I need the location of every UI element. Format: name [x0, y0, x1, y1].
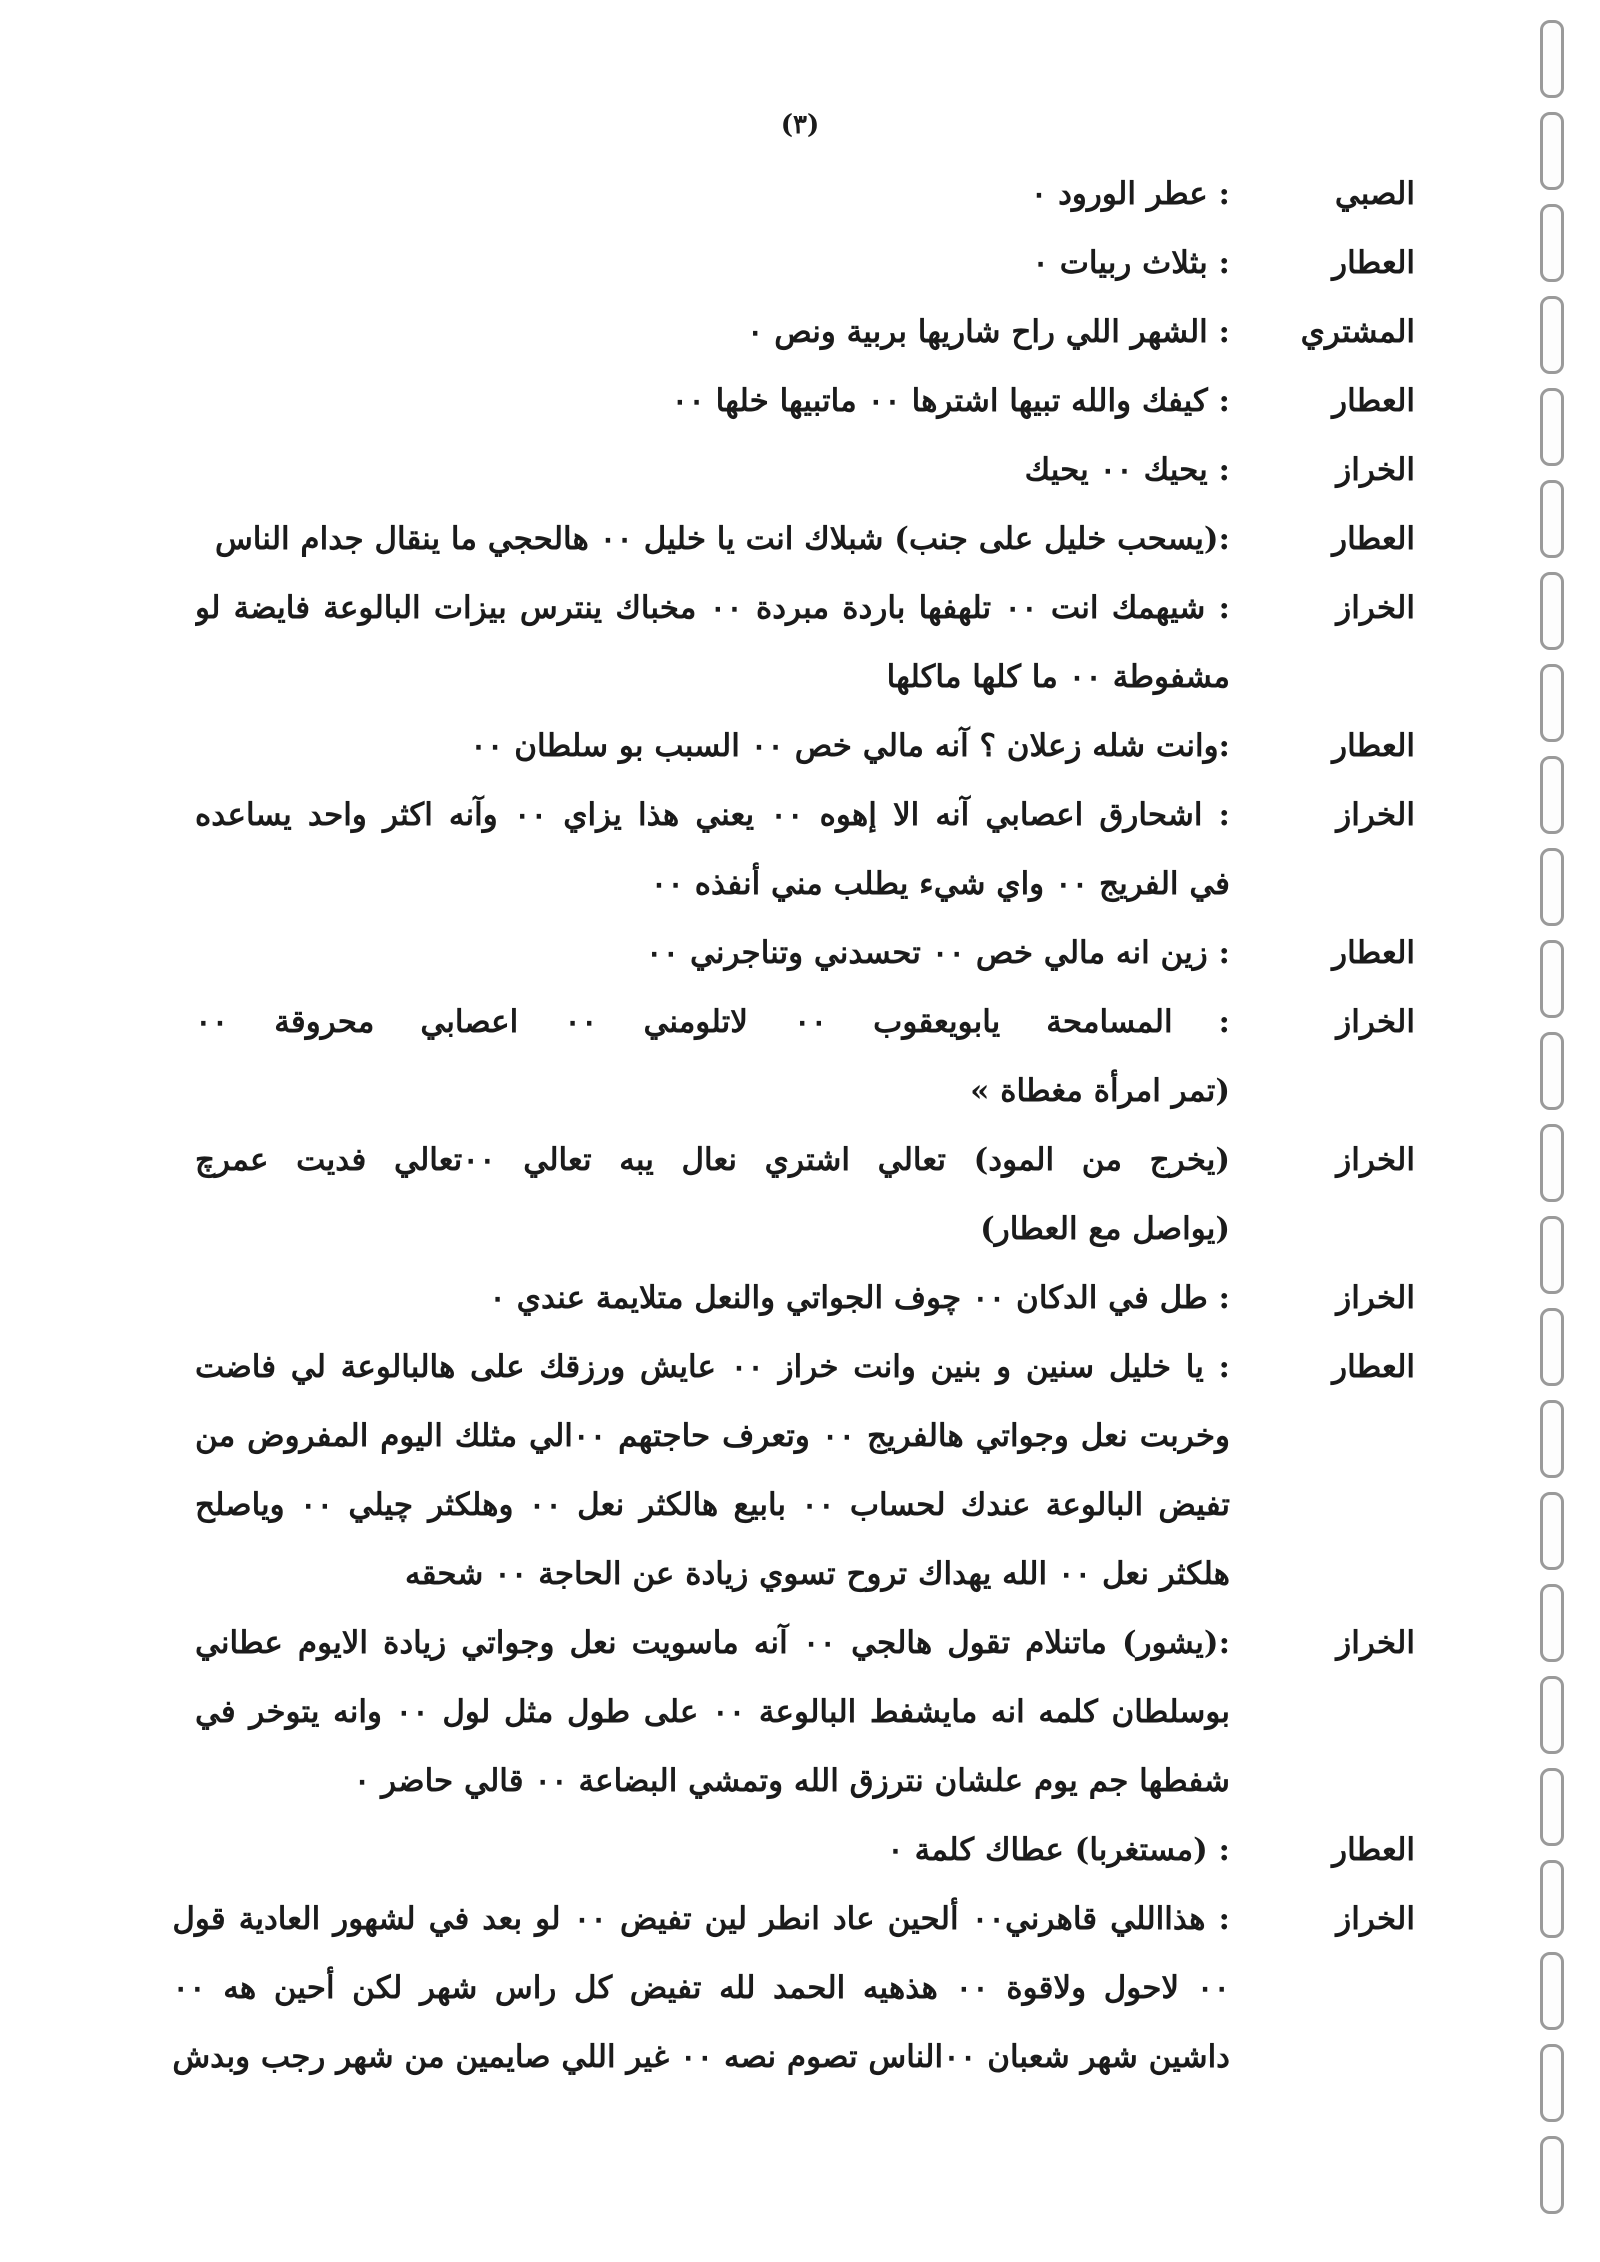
dialogue-text [195, 781, 1230, 919]
dialogue-entry [195, 1609, 1415, 1816]
dialogue-text [195, 298, 1230, 367]
dialogue-text [195, 1609, 1230, 1816]
dialogue-entry [195, 574, 1415, 712]
dialogue-line: (يخرج من المود) تعالي اشتري نعال يبه تعالي ٠٠تعالي فديت عمرچ [195, 1142, 1230, 1178]
dialogue-line: : كيفك والله تبيها اشترها ٠٠ ماتبيها خلها ٠٠ [671, 383, 1230, 419]
binding-hole [1540, 1124, 1564, 1202]
dialogue-line: :(يسحب خليل على جنب) شبلاك انت يا خليل ٠٠ هالحجي ما ينقال جدام الناس [214, 521, 1230, 557]
dialogue-line: : المسامحة يابويعقوب ٠٠ لاتلومني ٠٠ اعصابي محروقة ٠٠ [195, 1004, 1230, 1040]
dialogue-text [195, 1264, 1230, 1333]
binding-hole [1540, 1400, 1564, 1478]
binding-hole [1540, 204, 1564, 282]
speaker-name: الخراز [1336, 1004, 1415, 1040]
dialogue-line: : طل في الدكان ٠٠ چوف الجواتي والنعل متلايمة عندي ٠ [489, 1280, 1230, 1316]
dialogue-entry [195, 505, 1415, 574]
dialogue-entry [172, 1885, 1415, 2092]
binding-hole [1540, 1584, 1564, 1662]
dialogue-line: : عطر الورود ٠ [1030, 176, 1230, 212]
dialogue-text [172, 1885, 1230, 2092]
dialogue-text [195, 1816, 1230, 1885]
dialogue-line: : هذااللي قاهرني٠٠ ألحين عاد انطر لين تفيض ٠٠ لو بعد في لشهور العادية قول [172, 1901, 1230, 1937]
speaker-name: الخراز [1336, 1142, 1415, 1178]
speaker-name: الخراز [1336, 1901, 1415, 1937]
script-body [172, 160, 1415, 2092]
dialogue-entry [195, 229, 1415, 298]
dialogue-line: شفطها جم يوم علشان نترزق الله وتمشي البضاعة ٠٠ قالي حاضر ٠ [353, 1763, 1230, 1799]
speaker-name: الخراز [1336, 797, 1415, 833]
binding-hole [1540, 296, 1564, 374]
dialogue-text [195, 1333, 1230, 1609]
dialogue-line: :(يشور) ماتنلام تقول هالجي ٠٠ آنه ماسويت نعل وجواتي زيادة الايوم عطاني [195, 1625, 1230, 1661]
speaker-name: الخراز [1336, 452, 1415, 488]
speaker-name: العطار [1332, 383, 1415, 419]
binding-hole [1540, 1032, 1564, 1110]
dialogue-text [195, 712, 1230, 781]
dialogue-entry [195, 712, 1415, 781]
dialogue-line: : شيهمك انت ٠٠ تلهفها باردة مبردة ٠٠ مخباك ينترس بيزات البالوعة فايضة لو [195, 590, 1230, 626]
binding-hole [1540, 940, 1564, 1018]
binding-hole [1540, 1492, 1564, 1570]
dialogue-line: : زين انه مالي خص ٠٠ تحسدني وتناجرني ٠٠ [645, 935, 1230, 971]
dialogue-line: : بثلاث ربيات ٠ [1032, 245, 1230, 281]
speaker-name: الصبي [1334, 176, 1415, 212]
page-number: (٣) [780, 110, 820, 140]
binding-hole [1540, 1768, 1564, 1846]
speaker-name: العطار [1332, 1349, 1415, 1385]
dialogue-line: ٠٠ لاحول ولاقوة ٠٠ هذهيه الحمد لله تفيض كل راس شهر لكن أحين هه ٠٠ [172, 1970, 1230, 2006]
dialogue-line: مشفوطة ٠٠ ما كلها ماكلها [886, 659, 1230, 695]
binding-hole [1540, 1676, 1564, 1754]
dialogue-line: : يا خليل سنين و بنين وانت خراز ٠٠ عايش ورزقك على هالبالوعة لي فاضت [195, 1349, 1230, 1385]
speaker-name: العطار [1332, 1832, 1415, 1868]
dialogue-line: : اشحارق اعصابي آنه الا إهوه ٠٠ يعني هذا يزاي ٠٠ وآنه اكثر واحد يساعده [195, 797, 1230, 833]
dialogue-line: : الشهر اللي راح شاريها بربية ونص ٠ [746, 314, 1230, 350]
binding-hole [1540, 664, 1564, 742]
binding-hole [1540, 1308, 1564, 1386]
speaker-name: المشتري [1300, 314, 1415, 350]
dialogue-text [195, 229, 1230, 298]
dialogue-entry [195, 919, 1415, 988]
binding-hole [1540, 388, 1564, 466]
dialogue-entry [195, 1264, 1415, 1333]
dialogue-text [195, 1126, 1230, 1264]
dialogue-line: في الفريج ٠٠ واي شيء يطلب مني أنفذه ٠٠ [650, 866, 1230, 902]
dialogue-text [195, 988, 1230, 1126]
binding-hole [1540, 2044, 1564, 2122]
dialogue-entry [195, 1333, 1415, 1609]
dialogue-line: (يواصل مع العطار) [980, 1211, 1230, 1247]
dialogue-entry [195, 298, 1415, 367]
speaker-name: الخراز [1336, 1280, 1415, 1316]
speaker-name: العطار [1332, 935, 1415, 971]
speaker-name: الخراز [1336, 1625, 1415, 1661]
binding-hole [1540, 572, 1564, 650]
dialogue-entry [195, 1816, 1415, 1885]
dialogue-line: تفيض البالوعة عندك لحساب ٠٠ بابيع هالكثر نعل ٠٠ وهلكثر چيلي ٠٠ وياصلح [195, 1487, 1230, 1523]
binding-hole [1540, 20, 1564, 98]
dialogue-text [195, 574, 1230, 712]
dialogue-text [195, 436, 1230, 505]
binding-hole [1540, 1216, 1564, 1294]
speaker-name: الخراز [1336, 590, 1415, 626]
dialogue-text [195, 367, 1230, 436]
dialogue-entry [195, 160, 1415, 229]
dialogue-line: : يحيك ٠٠ يحيك [1024, 452, 1230, 488]
binding-hole [1540, 848, 1564, 926]
speaker-name: العطار [1332, 728, 1415, 764]
dialogue-text [195, 505, 1230, 574]
dialogue-line: :وانت شله زعلان ؟ آنه مالي خص ٠٠ السبب بو سلطان ٠٠ [470, 728, 1230, 764]
binding-hole [1540, 112, 1564, 190]
dialogue-entry [195, 367, 1415, 436]
binding-hole [1540, 756, 1564, 834]
speaker-name: العطار [1332, 521, 1415, 557]
dialogue-entry [195, 1126, 1415, 1264]
dialogue-entry [195, 436, 1415, 505]
binding-hole [1540, 1952, 1564, 2030]
dialogue-entry [195, 988, 1415, 1126]
dialogue-line: وخربت نعل وجواتي هالفريج ٠٠ وتعرف حاجتهم ٠٠الي مثلك اليوم المفروض من [195, 1418, 1230, 1454]
dialogue-line: بوسلطان كلمه انه مايشفط البالوعة ٠٠ على طول مثل لول ٠٠ وانه يتوخر في [195, 1694, 1230, 1730]
speaker-name: العطار [1332, 245, 1415, 281]
dialogue-line: : (مستغربا) عطاك كلمة ٠ [887, 1832, 1230, 1868]
dialogue-line: هلكثر نعل ٠٠ الله يهداك تروح تسوي زيادة عن الحاجة ٠٠ شحقه [405, 1556, 1230, 1592]
dialogue-line: (تمر امرأة مغطاة » [970, 1073, 1230, 1109]
binding-hole [1540, 1860, 1564, 1938]
binding-hole [1540, 480, 1564, 558]
binding-hole [1540, 2136, 1564, 2214]
dialogue-entry [195, 781, 1415, 919]
dialogue-text [195, 160, 1230, 229]
dialogue-text [195, 919, 1230, 988]
spiral-binding [1520, 0, 1600, 2262]
dialogue-line: داشين شهر شعبان ٠٠الناس تصوم نصه ٠٠ غير اللي صايمين من شهر رجب وبدش [172, 2039, 1230, 2075]
